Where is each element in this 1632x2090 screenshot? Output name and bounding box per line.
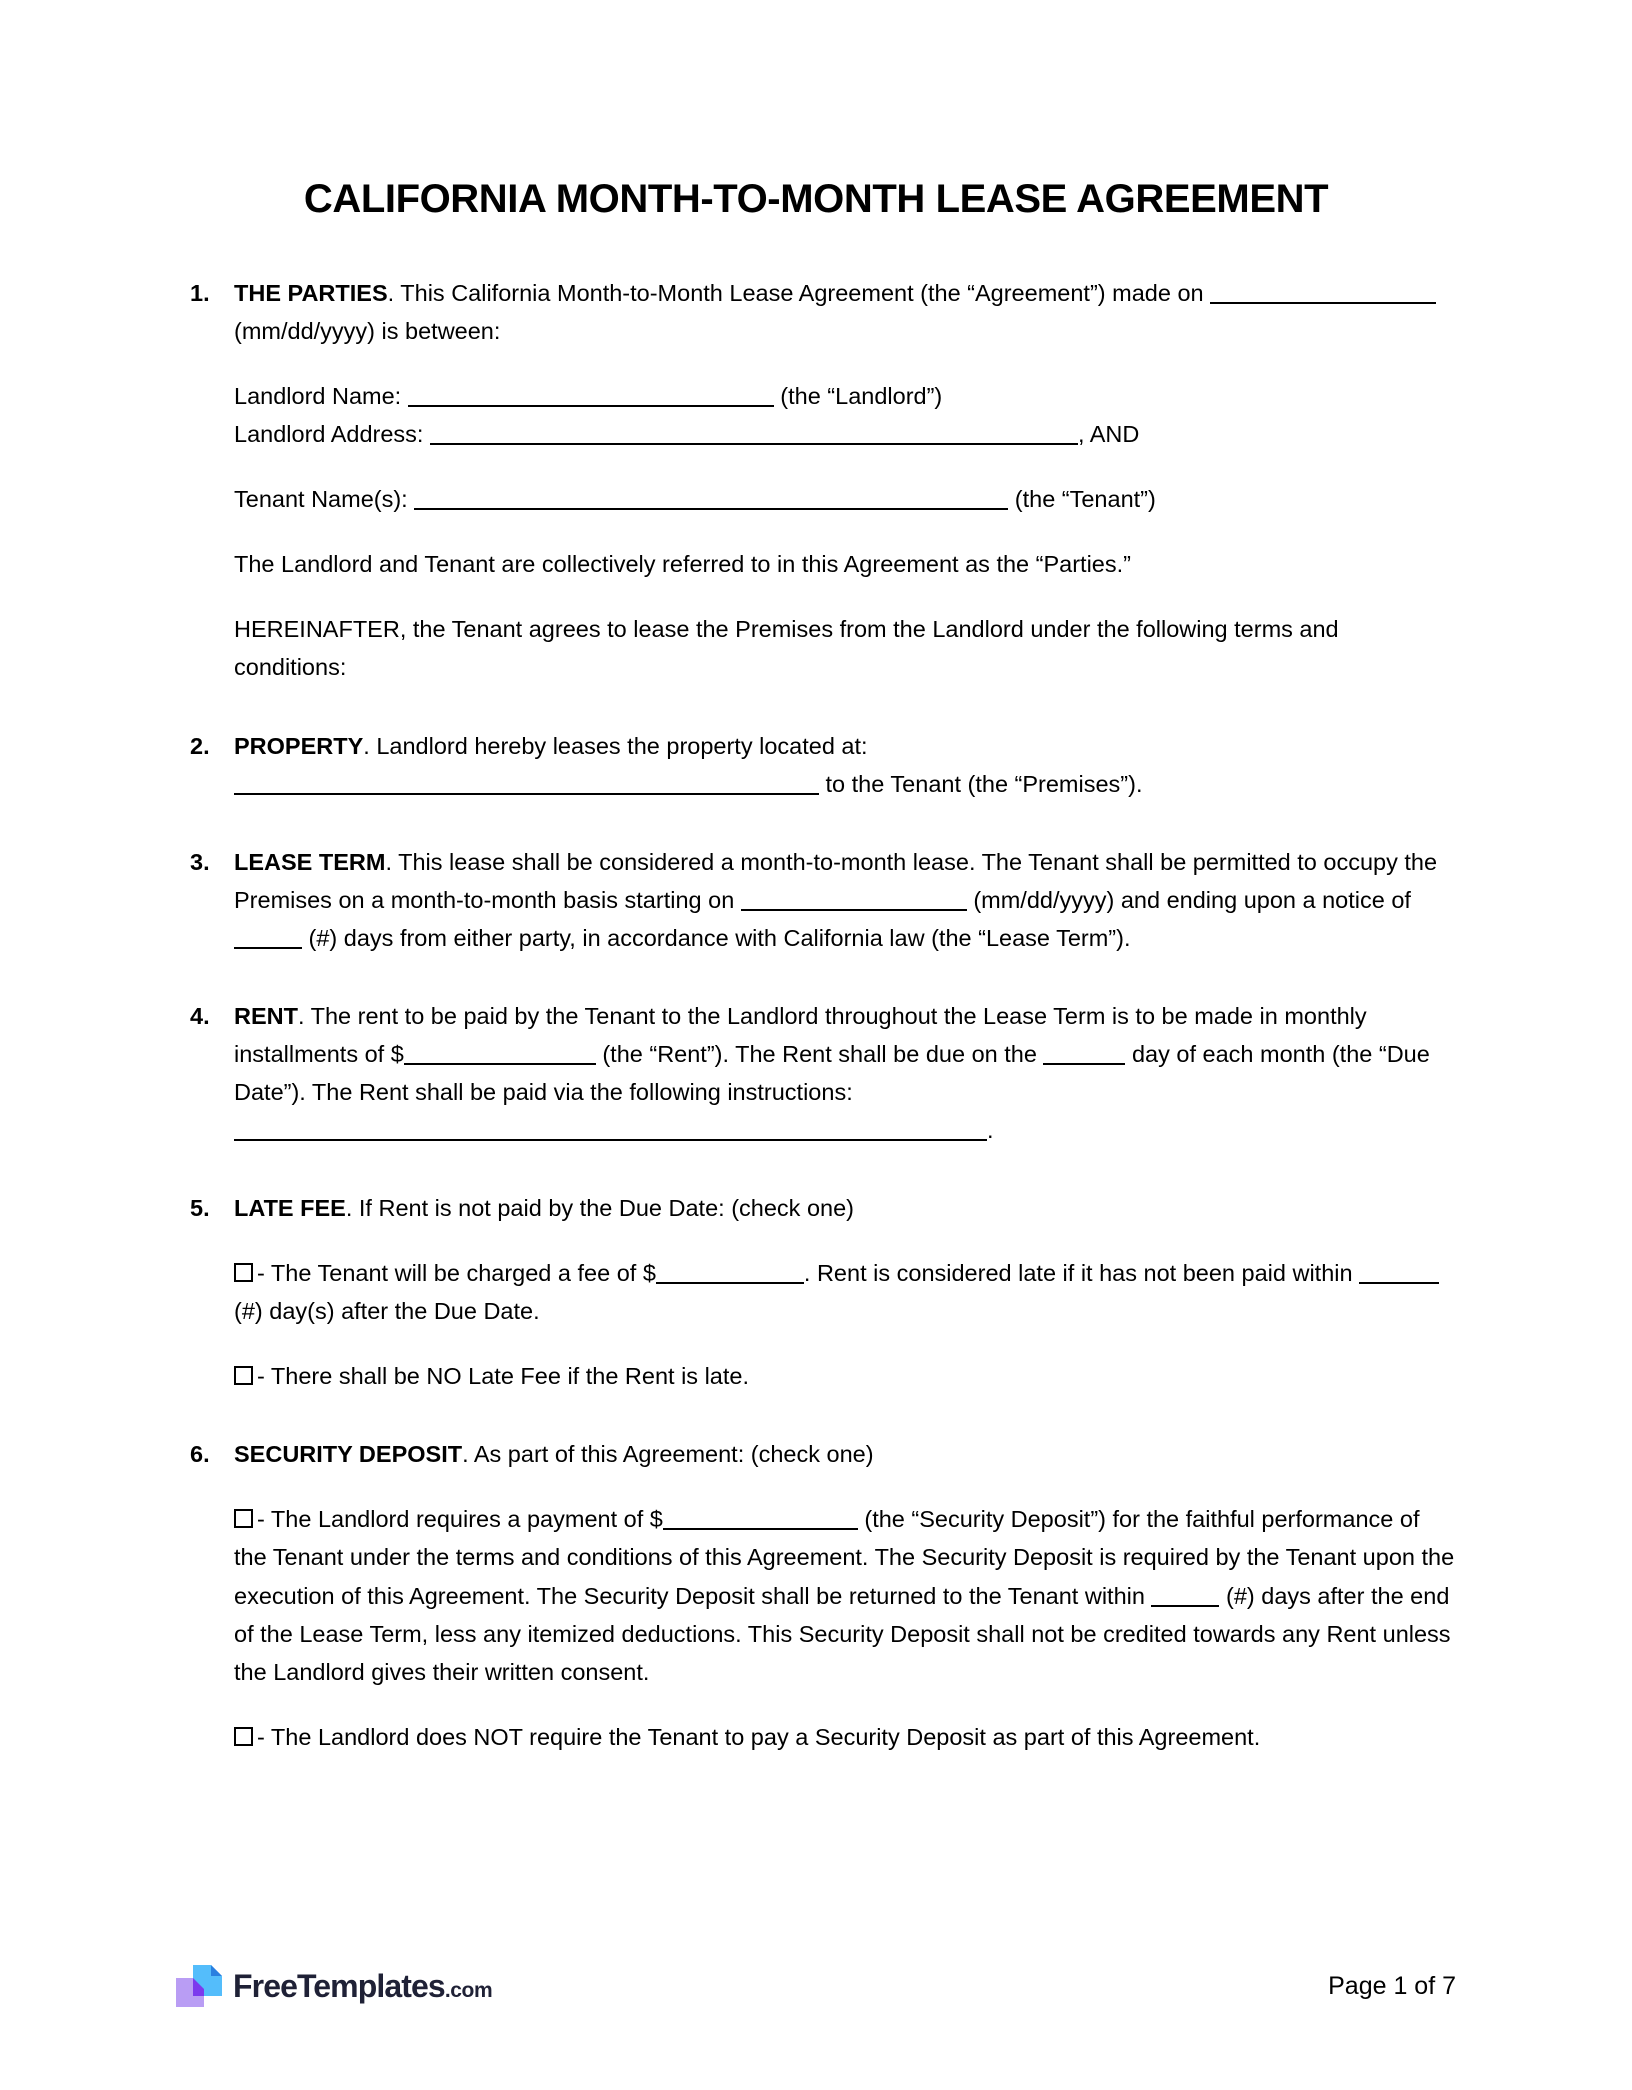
- section-heading: SECURITY DEPOSIT: [234, 1441, 463, 1468]
- section-body: [234, 1189, 1456, 1227]
- section-number: 1.: [190, 280, 210, 306]
- section-property: [176, 727, 1456, 803]
- landlord-address-blank[interactable]: [430, 419, 1078, 445]
- section-number: 6.: [190, 1441, 210, 1468]
- section-rent: [176, 997, 1456, 1149]
- section-number: 4.: [190, 1002, 210, 1029]
- deposit-option-1-text-2: (the “Security Deposit”) for the faithful performance of the Tenant under the terms and conditions of this Agreement. The Security Deposit is required by the Tenant upon the execution of this Agreement. The Security Deposit shall be returned to the Tenant within: [234, 1506, 1455, 1609]
- late-fee-option-1-text-3: (#) day(s) after the Due Date.: [234, 1298, 540, 1325]
- section-body: [234, 727, 1456, 803]
- notice-days-blank[interactable]: [234, 923, 302, 949]
- landlord-address-line: [234, 415, 1456, 453]
- landlord-name-line: [234, 377, 1456, 415]
- page-footer: [176, 1958, 1456, 2014]
- deposit-option-1-text-3: (#) days after the end of the Lease Term, less any itemized deductions. This Security Deposit shall not be credited towards any Rent unless the Landlord gives their written consent.: [234, 1582, 1451, 1685]
- rent-amount-blank[interactable]: [404, 1039, 596, 1065]
- parties-intro-text-2: (mm/dd/yyyy) is between:: [234, 318, 501, 345]
- lease-term-paragraph: [234, 843, 1456, 957]
- due-day-blank[interactable]: [1043, 1039, 1125, 1065]
- parties-intro-text-1: . This California Month-to-Month Lease Agreement (the “Agreement”) made on: [387, 280, 1211, 306]
- landlord-address-label: Landlord Address:: [234, 421, 430, 448]
- lease-term-text-2: (mm/dd/yyyy) and ending upon a notice of: [966, 886, 1411, 913]
- lease-term-text-1: . This lease shall be considered a month-to-month lease. The Tenant shall be permitted to occupy the Premises on a month-to-month basis starting on: [234, 848, 1438, 913]
- late-fee-text: . If Rent is not paid by the Due Date: (check one): [345, 1195, 854, 1222]
- parties-collective-paragraph: The Landlord and Tenant are collectively referred to in this Agreement as the “Parties.”: [234, 551, 1131, 578]
- lease-start-date-blank[interactable]: [741, 885, 967, 911]
- rent-text-3: day of each month (the “Due Date”). The Rent shall be paid via the following instructions:: [234, 1040, 1430, 1105]
- security-deposit-option-required[interactable]: [234, 1500, 1456, 1690]
- late-fee-option-2-text: - There shall be NO Late Fee if the Rent is late.: [257, 1363, 750, 1390]
- page-title: CALIFORNIA MONTH-TO-MONTH LEASE AGREEMENT: [303, 177, 1329, 221]
- security-deposit-text: . As part of this Agreement: (check one): [462, 1441, 874, 1468]
- checkbox-icon[interactable]: [234, 1366, 253, 1385]
- late-fee-option-1-text-2: . Rent is considered late if it has not been paid within: [803, 1260, 1360, 1287]
- logo-name: FreeTemplates: [233, 1968, 445, 2004]
- section-number: 5.: [190, 1195, 210, 1222]
- tenant-name-label: Tenant Name(s):: [234, 486, 415, 513]
- section-heading: PROPERTY: [234, 732, 364, 759]
- section-number: 2.: [190, 732, 210, 759]
- section-number: 3.: [190, 848, 210, 875]
- tenant-name-line: [234, 480, 1456, 518]
- late-fee-days-blank[interactable]: [1359, 1258, 1439, 1284]
- late-fee-option-none[interactable]: [234, 1357, 1456, 1395]
- payment-instructions-blank[interactable]: [234, 1115, 987, 1141]
- agreement-date-blank[interactable]: [1210, 278, 1436, 304]
- section-the-parties: [176, 274, 1456, 687]
- security-deposit-option-not-required[interactable]: [234, 1718, 1456, 1756]
- security-deposit-paragraph: [234, 1435, 1456, 1473]
- section-heading: RENT: [234, 1002, 298, 1029]
- checkbox-icon[interactable]: [234, 1727, 253, 1746]
- property-text-1: . Landlord hereby leases the property located at:: [363, 732, 868, 759]
- late-fee-option-charged[interactable]: [234, 1254, 1456, 1330]
- checkbox-icon[interactable]: [234, 1509, 253, 1528]
- late-fee-paragraph: [234, 1189, 1456, 1227]
- document-content: [176, 0, 1456, 1756]
- section-body: [234, 997, 1456, 1149]
- logo-wordmark: [233, 1970, 492, 2002]
- checkbox-icon[interactable]: [234, 1263, 253, 1282]
- logo-tld: .com: [444, 1979, 493, 2002]
- lease-term-text-3: (#) days from either party, in accordance with California law (the “Lease Term”).: [302, 924, 1131, 951]
- section-body: [234, 843, 1456, 957]
- property-text-2: to the Tenant (the “Premises”).: [819, 770, 1143, 797]
- landlord-name-suffix: (the “Landlord”): [773, 383, 943, 410]
- security-deposit-return-days-blank[interactable]: [1151, 1581, 1219, 1607]
- section-heading: LEASE TERM: [234, 848, 386, 875]
- property-address-blank[interactable]: [234, 769, 819, 795]
- rent-text-1: . The rent to be paid by the Tenant to the Landlord throughout the Lease Term is to be made in monthly installments of $: [234, 1002, 1367, 1067]
- security-deposit-amount-blank[interactable]: [663, 1504, 858, 1530]
- document-stack-logo-icon: [176, 1965, 222, 2007]
- freetemplates-logo[interactable]: [176, 1965, 492, 2007]
- parties-intro-paragraph: [234, 274, 1456, 350]
- section-late-fee: [176, 1189, 1456, 1227]
- page-number: Page 1 of 7: [1328, 1971, 1456, 2000]
- section-body: [234, 1435, 1456, 1473]
- late-fee-option-1-text-1: - The Tenant will be charged a fee of $: [257, 1260, 656, 1287]
- tenant-name-blank[interactable]: [414, 484, 1008, 510]
- rent-paragraph: [234, 997, 1456, 1149]
- property-paragraph: [234, 727, 1456, 803]
- landlord-address-suffix: , AND: [1077, 421, 1140, 448]
- section-heading: LATE FEE: [234, 1195, 346, 1222]
- section-body: [234, 274, 1456, 687]
- tenant-name-suffix: (the “Tenant”): [1008, 486, 1156, 513]
- late-fee-amount-blank[interactable]: [656, 1258, 804, 1284]
- section-lease-term: [176, 843, 1456, 957]
- rent-text-2: (the “Rent”). The Rent shall be due on the: [595, 1040, 1044, 1067]
- landlord-name-label: Landlord Name:: [234, 383, 408, 410]
- landlord-name-blank[interactable]: [408, 381, 774, 407]
- rent-text-4: .: [987, 1117, 994, 1143]
- parties-hereinafter-paragraph: HEREINAFTER, the Tenant agrees to lease the Premises from the Landlord under the following terms and conditions:: [234, 616, 1339, 681]
- section-heading: THE PARTIES: [234, 280, 388, 306]
- deposit-option-1-text-1: - The Landlord requires a payment of $: [257, 1506, 663, 1533]
- deposit-option-2-text: - The Landlord does NOT require the Tenant to pay a Security Deposit as part of this Agreement.: [257, 1723, 1261, 1750]
- section-security-deposit: [176, 1435, 1456, 1473]
